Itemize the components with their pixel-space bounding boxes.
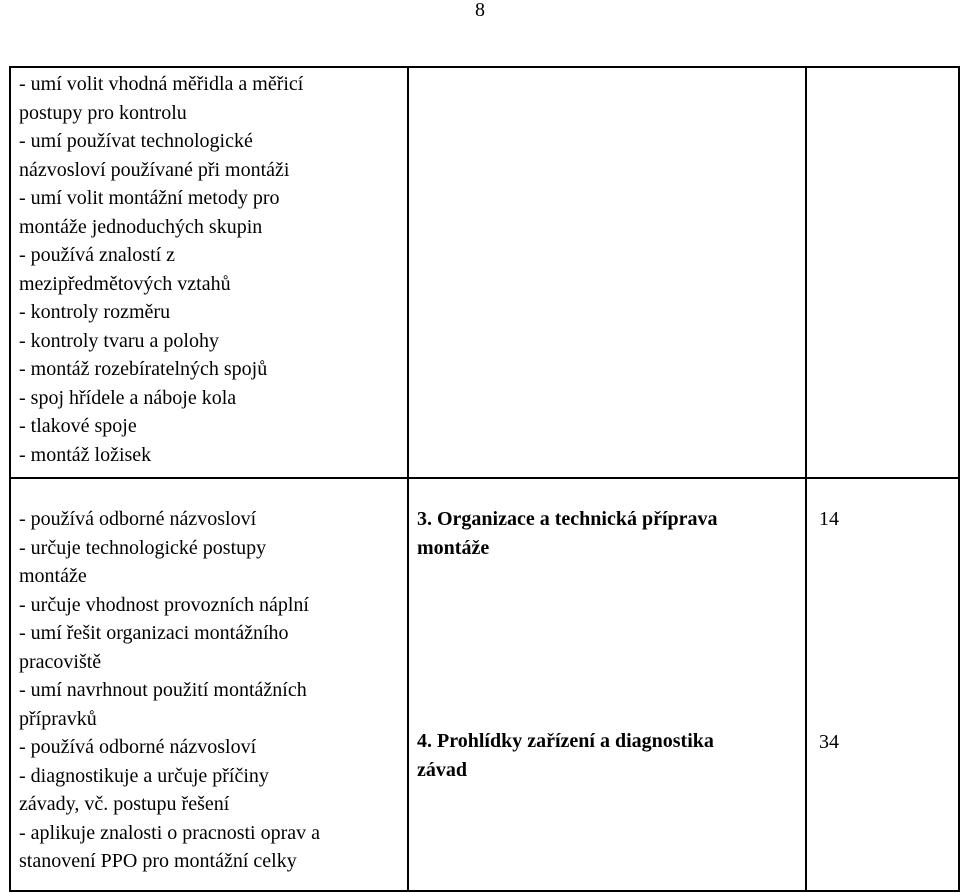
hours-cell-empty: [806, 67, 959, 478]
outcome-line: montáže: [19, 565, 87, 587]
topic-heading: [409, 479, 805, 562]
outcome-line: - kontroly tvaru a polohy: [19, 329, 219, 352]
outcome-line: názvosloví používané při montáži: [19, 158, 290, 181]
outcome-line: - diagnostikuje a určuje příčiny: [19, 764, 269, 787]
topic-title-line: 4. Prohlídky zařízení a diagnostika: [417, 730, 714, 752]
outcomes-cell: [10, 67, 408, 478]
outcome-line: postupy pro kontrolu: [19, 101, 187, 124]
outcomes-cell: [10, 478, 408, 891]
hours-value: 14: [819, 508, 839, 530]
topic-title-line: 3. Organizace a technická příprava: [417, 508, 718, 530]
outcome-line: - určuje technologické postupy: [19, 536, 267, 559]
outcome-line: přípravků: [19, 707, 97, 730]
outcome-line: - kontroly rozměru: [19, 301, 171, 323]
table-row: [10, 478, 959, 891]
outcome-line: mezipředmětových vztahů: [19, 272, 231, 295]
page-number: 8: [475, 0, 485, 21]
topic-heading: [409, 562, 805, 784]
outcome-line: - používá odborné názvosloví: [19, 508, 257, 530]
outcome-line: závady, vč. postupu řešení: [19, 793, 230, 815]
outcome-line: - umí řešit organizaci montážního: [19, 622, 289, 644]
topics-cell: [408, 478, 806, 891]
hours-value: 34: [819, 730, 839, 753]
outcome-line: - montáž rozebíratelných spojů: [19, 358, 268, 380]
topic-cell-empty: [408, 67, 806, 478]
outcome-line: - určuje vhodnost provozních náplní: [19, 593, 309, 616]
table-row: [10, 67, 959, 478]
outcome-line: - montáž ložisek: [19, 443, 152, 466]
outcome-line: - spoj hřídele a náboje kola: [19, 386, 237, 409]
outcome-line: - umí volit montážní metody pro: [19, 187, 280, 209]
outcome-line: - umí navrhnout použití montážních: [19, 679, 307, 701]
outcome-line: - umí používat technologické: [19, 130, 253, 152]
outcome-line: montáže jednoduchých skupin: [19, 215, 263, 238]
outcome-line: pracoviště: [19, 650, 102, 673]
outcome-line: - aplikuje znalosti o pracnosti oprav a: [19, 821, 321, 844]
outcome-line: - umí volit vhodná měřidla a měřicí: [19, 73, 304, 95]
hours-cell: [806, 478, 959, 891]
outcome-line: - používá znalostí z: [19, 244, 176, 266]
topic-title-line: montáže: [417, 536, 490, 559]
outcome-line: - tlakové spoje: [19, 415, 137, 437]
curriculum-table: [9, 66, 960, 892]
outcomes-list: [11, 68, 407, 469]
outcome-line: stanovení PPO pro montážní celky: [19, 850, 297, 872]
outcomes-list: [11, 479, 407, 876]
outcome-line: - používá odborné názvosloví: [19, 736, 257, 758]
topic-title-line: závad: [417, 758, 467, 781]
